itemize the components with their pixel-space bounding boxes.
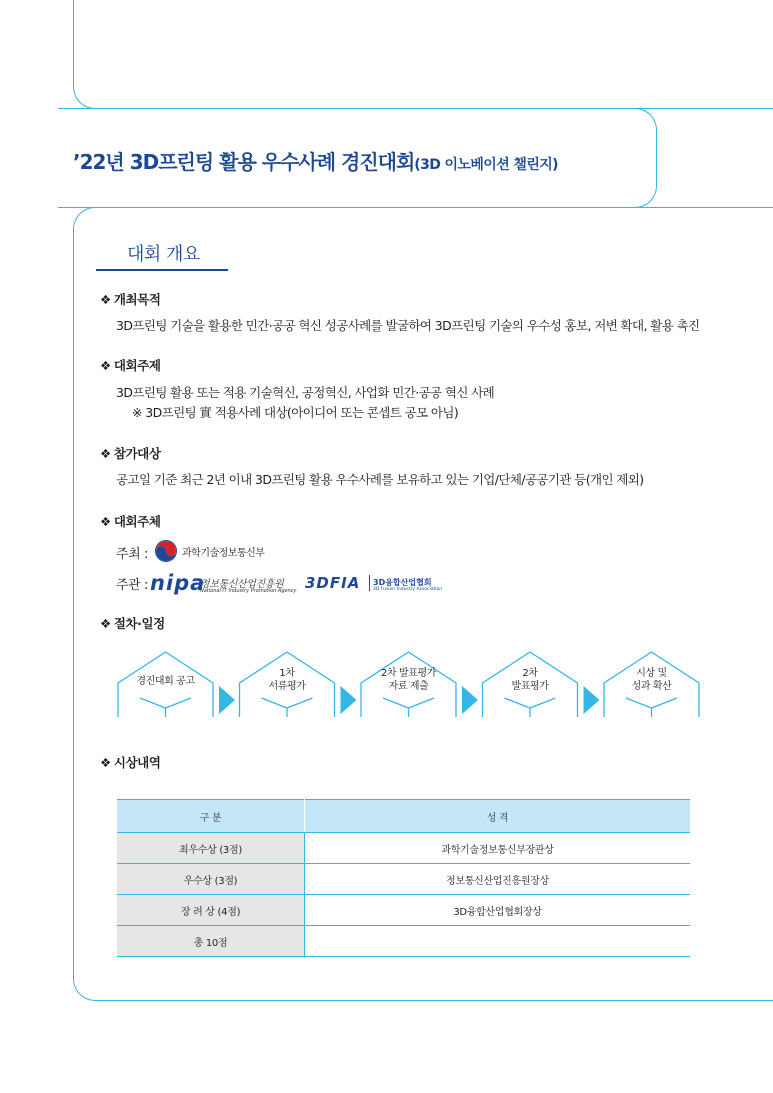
schedule-step-label: 2차 발표평가 bbox=[511, 668, 549, 692]
diamond-bullet-icon: ❖ bbox=[100, 616, 111, 631]
eligibility-body: 공고일 기준 최근 2년 이내 3D프린팅 활용 우수사례를 보유하고 있는 기업/단체/공공기관 등(개인 제외) bbox=[116, 472, 644, 487]
award-category: 총 10점 bbox=[117, 926, 305, 957]
overview-heading: 대회 개요 bbox=[127, 244, 200, 265]
theme-heading bbox=[100, 356, 161, 374]
title-sub: (3D 이노베이션 챌린지) bbox=[414, 157, 558, 173]
host-label: 주최 : bbox=[116, 547, 149, 562]
awards-heading-text: 시상내역 bbox=[113, 755, 161, 770]
award-category: 최우수상 (3점) bbox=[117, 833, 305, 864]
awards-col-category: 구 분 bbox=[117, 800, 305, 833]
awards-heading bbox=[100, 753, 161, 771]
overview-underline bbox=[96, 269, 228, 271]
msit-emblem-icon bbox=[155, 540, 177, 562]
schedule-step-label: 경진대회 공고 bbox=[136, 676, 195, 687]
schedule-heading bbox=[100, 614, 165, 632]
fia-name-en: 3D Fusion Industry Association bbox=[373, 587, 443, 592]
table-row bbox=[117, 926, 690, 957]
award-category: 우수상 (3점) bbox=[117, 864, 305, 895]
award-type bbox=[305, 926, 691, 957]
diamond-bullet-icon: ❖ bbox=[100, 755, 111, 770]
nipa-name-en: National IT Industry Promotion Agency bbox=[200, 588, 297, 594]
eligibility-heading-text: 참가대상 bbox=[113, 446, 161, 461]
fia-name-kr: 3D융합산업협회 bbox=[373, 578, 432, 587]
award-type: 과학기술정보통신부장관상 bbox=[305, 833, 691, 864]
awards-header-row bbox=[117, 800, 690, 833]
diamond-bullet-icon: ❖ bbox=[100, 514, 111, 529]
purpose-heading-text: 개최목적 bbox=[113, 292, 161, 307]
diamond-bullet-icon: ❖ bbox=[100, 446, 111, 461]
page-title bbox=[73, 146, 558, 175]
schedule-heading-text: 절차·일정 bbox=[113, 616, 165, 631]
fia-logo: 3DFIA bbox=[305, 574, 361, 592]
purpose-heading bbox=[100, 290, 161, 308]
award-category: 장 려 상 (4점) bbox=[117, 895, 305, 926]
nipa-logo: nipa bbox=[150, 571, 206, 595]
diamond-bullet-icon: ❖ bbox=[100, 292, 111, 307]
theme-body: 3D프린팅 활용 또는 적용 기술혁신, 공정혁신, 사업화 민간·공공 혁신 사례 bbox=[116, 385, 495, 400]
theme-note: ※ 3D프린팅 實 적용사례 대상(아이디어 또는 콘셉트 공모 아님) bbox=[132, 405, 459, 420]
title-main: ’22년 3D프린팅 활용 우수사례 경진대회 bbox=[73, 150, 415, 174]
award-type: 3D융합산업협회장상 bbox=[305, 895, 691, 926]
diamond-bullet-icon: ❖ bbox=[100, 358, 111, 373]
purpose-body: 3D프린팅 기술을 활용한 민간·공공 혁신 성공사례를 발굴하여 3D프린팅 기술의 우수성 홍보, 저변 확대, 활용 촉진 bbox=[116, 318, 700, 333]
theme-heading-text: 대회주제 bbox=[113, 358, 161, 373]
table-row bbox=[117, 833, 690, 864]
top-frame bbox=[73, 0, 773, 109]
table-row bbox=[117, 895, 690, 926]
schedule-step-label: 1차 서류평가 bbox=[268, 668, 306, 692]
host-name: 과학기술정보통신부 bbox=[182, 548, 265, 559]
table-row bbox=[117, 864, 690, 895]
nipa-name-kr: 정보통신산업진흥원 bbox=[200, 579, 284, 590]
manage-label: 주관 : bbox=[116, 578, 149, 593]
awards-col-type: 성 격 bbox=[305, 800, 691, 833]
schedule-step-label: 2차 발표평가 자료 제출 bbox=[380, 668, 437, 692]
fia-divider bbox=[369, 575, 370, 591]
organizers-heading bbox=[100, 512, 161, 530]
schedule-step-label: 시상 및 성과 확산 bbox=[631, 668, 672, 692]
awards-table bbox=[117, 799, 690, 957]
eligibility-heading bbox=[100, 444, 161, 462]
organizers-heading-text: 대회주체 bbox=[113, 514, 161, 529]
award-type: 정보통신산업진흥원장상 bbox=[305, 864, 691, 895]
